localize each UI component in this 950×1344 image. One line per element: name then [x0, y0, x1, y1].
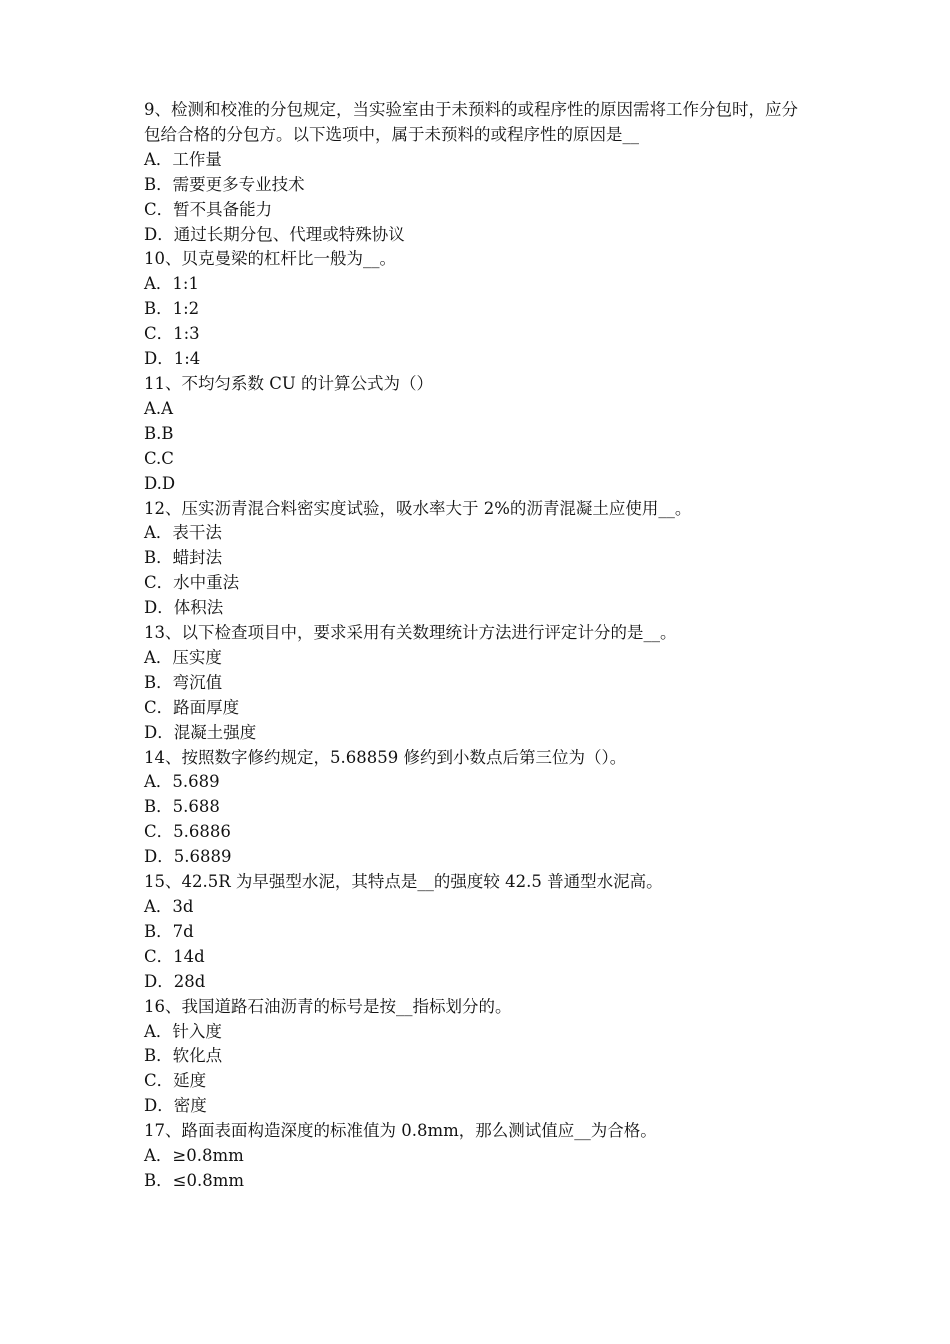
question-15: [144, 870, 814, 995]
question-text: 9、检测和校准的分包规定，当实验室由于未预料的或程序性的原因需将工作分包时，应分包给合格的分包方。以下选项中，属于未预料的或程序性的原因是__: [144, 100, 798, 144]
question-11: [144, 372, 814, 497]
question-text: 14、按照数字修约规定，5.68859 修约到小数点后第三位为（）。: [144, 747, 627, 767]
option-b: B．需要更多专业技术: [144, 174, 305, 194]
option-b: B．弯沉值: [144, 672, 223, 692]
question-text: 10、贝克曼梁的杠杆比一般为__。: [144, 249, 396, 269]
option-a: A．针入度: [144, 1021, 222, 1041]
question-text: 12、压实沥青混合料密实度试验，吸水率大于 2%的沥青混凝土应使用__。: [144, 498, 692, 518]
question-13: [144, 621, 814, 746]
option-d: D．1:4: [144, 349, 201, 369]
option-c: C．1:3: [144, 324, 200, 344]
question-10: [144, 247, 814, 372]
option-c: C．暂不具备能力: [144, 199, 273, 219]
question-text: 17、路面表面构造深度的标准值为 0.8mm，那么测试值应__为合格。: [144, 1121, 657, 1141]
option-d: D．混凝土强度: [144, 722, 257, 742]
question-text: 15、42.5R 为早强型水泥，其特点是__的强度较 42.5 普通型水泥高。: [144, 872, 663, 892]
option-c: C．水中重法: [144, 573, 240, 593]
option-b: B．蜡封法: [144, 548, 223, 568]
option-d: D.D: [144, 473, 176, 493]
option-a: A．工作量: [144, 149, 222, 169]
option-d: D．28d: [144, 971, 206, 991]
option-b: B．≤0.8mm: [144, 1170, 244, 1190]
question-12: [144, 497, 814, 622]
option-d: D．通过长期分包、代理或特殊协议: [144, 224, 405, 244]
question-17: [144, 1119, 814, 1194]
option-b: B．7d: [144, 921, 194, 941]
option-b: B.B: [144, 423, 174, 443]
option-a: A．压实度: [144, 647, 222, 667]
option-c: C．14d: [144, 946, 205, 966]
question-text: 16、我国道路石油沥青的标号是按__指标划分的。: [144, 996, 512, 1016]
option-d: D．体积法: [144, 598, 224, 618]
option-a: A．5.689: [144, 772, 220, 792]
option-c: C．5.6886: [144, 822, 231, 842]
question-9: [144, 98, 814, 247]
option-a: A．≥0.8mm: [144, 1146, 244, 1166]
option-b: B．1:2: [144, 299, 200, 319]
option-b: B．5.688: [144, 797, 220, 817]
option-c: C.C: [144, 448, 174, 468]
option-c: C．路面厚度: [144, 697, 240, 717]
option-c: C．延度: [144, 1071, 207, 1091]
option-a: A．1:1: [144, 274, 199, 294]
option-a: A．表干法: [144, 523, 222, 543]
option-a: A．3d: [144, 897, 194, 916]
question-16: [144, 995, 814, 1120]
question-list: [144, 98, 814, 1194]
option-d: D．5.6889: [144, 847, 232, 867]
option-d: D．密度: [144, 1096, 207, 1116]
question-14: [144, 746, 814, 871]
option-a: A.A: [144, 398, 174, 418]
question-text: 13、以下检查项目中，要求采用有关数理统计方法进行评定计分的是__。: [144, 623, 677, 643]
option-b: B．软化点: [144, 1046, 223, 1066]
question-text: 11、不均匀系数 CU 的计算公式为（）: [144, 373, 434, 393]
